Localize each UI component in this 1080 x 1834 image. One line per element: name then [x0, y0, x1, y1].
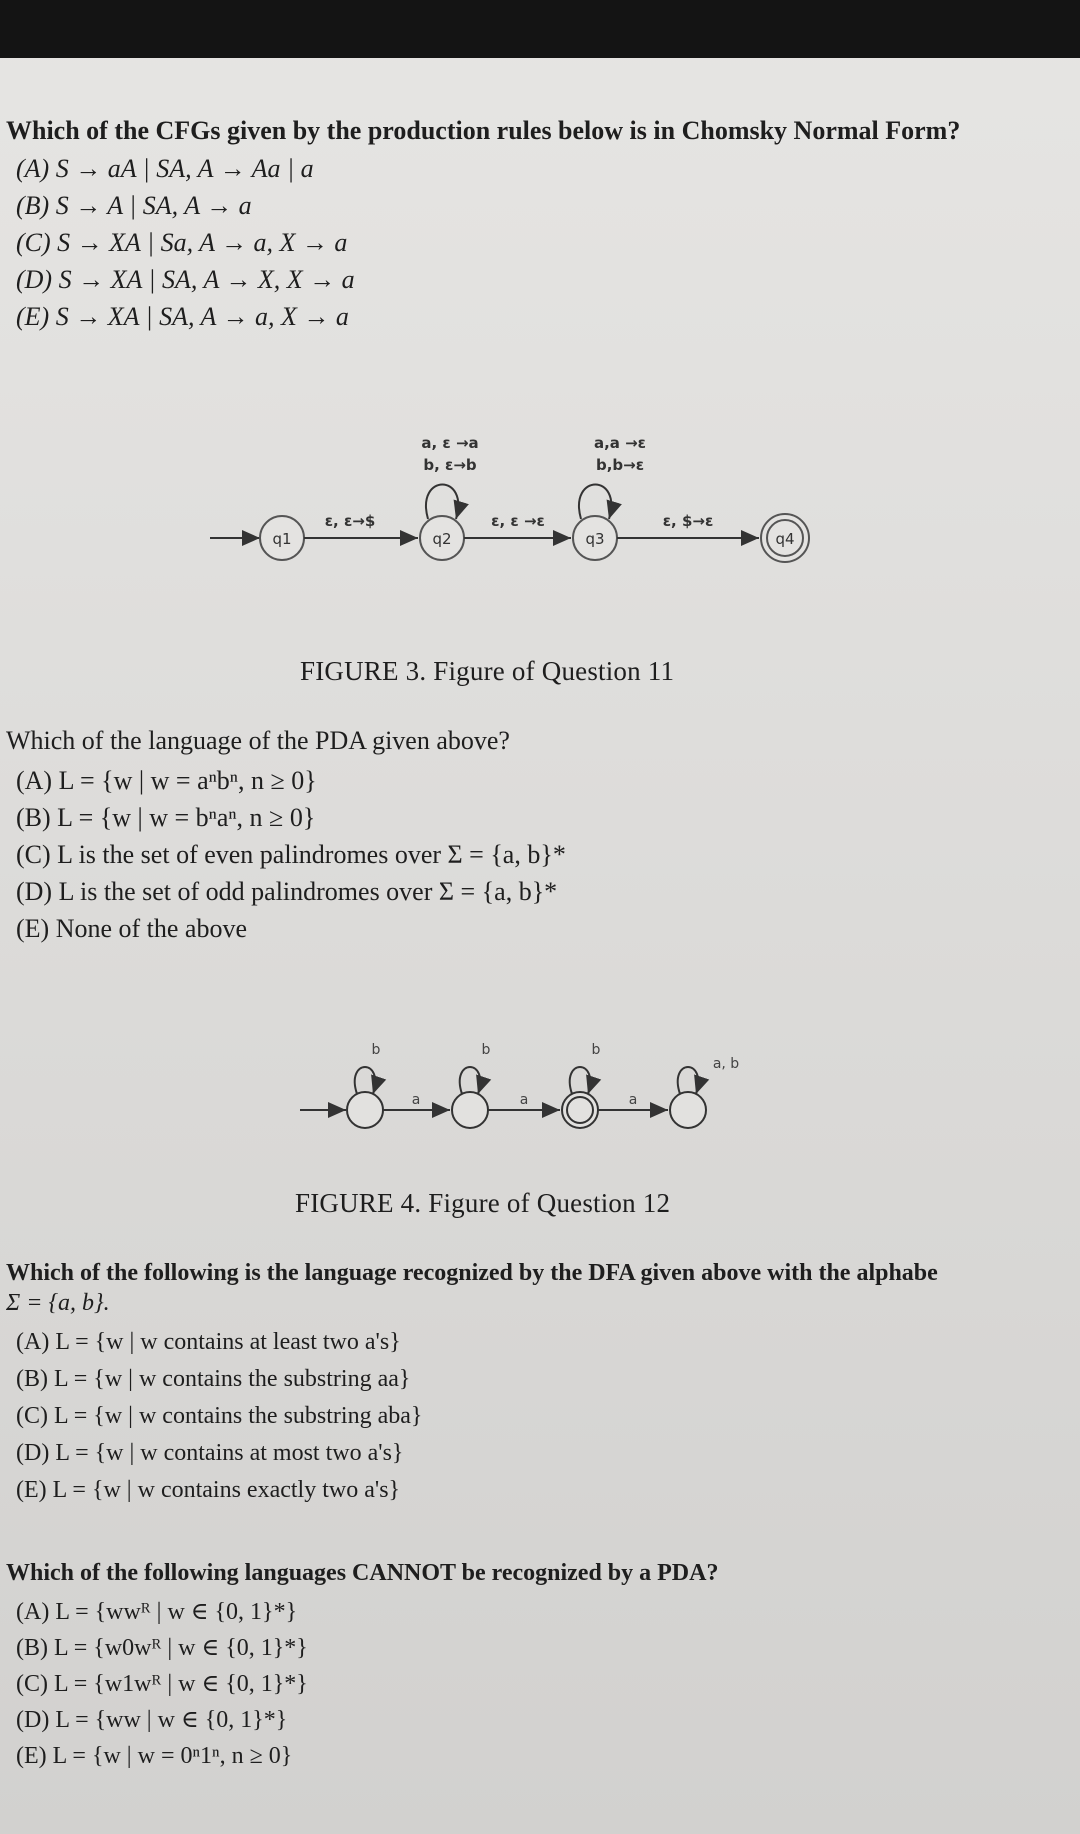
figure-4-caption: FIGURE 4. Figure of Question 12: [295, 1188, 671, 1218]
question-12-option-e: (E) L = {w | w contains exactly two a's}: [16, 1477, 401, 1503]
question-12-option-c: (C) L = {w | w contains the substring aba}: [16, 1403, 423, 1429]
dfa-loop-4: [678, 1067, 699, 1094]
figure-3-caption: FIGURE 3. Figure of Question 11: [300, 656, 675, 686]
edge-q3-q4-label: ε, $→ε: [662, 512, 714, 530]
state-q1-label: q1: [272, 530, 292, 548]
dfa-loop-3: [570, 1067, 591, 1094]
dfa-loop-3-label: b: [591, 1042, 601, 1058]
question-13: [6, 1558, 718, 1774]
question-12-stem: Which of the following is the language recognized by the DFA given above with the alphabe: [6, 1260, 938, 1286]
dfa-loop-1: [355, 1067, 376, 1094]
dfa-edge-1-2-label: a: [411, 1092, 421, 1108]
dfa-loop-1-label: b: [371, 1042, 381, 1058]
document-page: [0, 58, 1080, 1834]
loop-q3-label-1: a,a →ε: [593, 434, 647, 452]
question-11-option-e: (E) None of the above: [16, 914, 248, 943]
state-q4-label: q4: [775, 530, 795, 548]
dfa-state-2: [452, 1092, 488, 1128]
dfa-edge-2-3-label: a: [519, 1092, 529, 1108]
question-10-option-d: (D) S → XA | SA, A → X, X → a: [16, 265, 355, 294]
question-12-stem-alphabet: Σ = {a, b}.: [6, 1290, 110, 1316]
dfa-state-4: [670, 1092, 706, 1128]
question-11-option-a: (A) L = {w | w = aⁿbⁿ, n ≥ 0}: [16, 766, 317, 795]
loop-q2: [426, 485, 458, 520]
state-q2-label: q2: [432, 530, 452, 548]
question-13-option-e: (E) L = {w | w = 0ⁿ1ⁿ, n ≥ 0}: [16, 1743, 293, 1769]
question-11-stem: Which of the language of the PDA given above?: [6, 726, 510, 755]
figure-3-pda-diagram: [200, 418, 840, 598]
question-13-option-c: (C) L = {w1wᴿ | w ∈ {0, 1}*}: [16, 1671, 308, 1697]
question-11: [6, 726, 566, 947]
dfa-edge-3-4-label: a: [628, 1092, 638, 1108]
dfa-loop-2-label: b: [481, 1042, 491, 1058]
question-13-stem: Which of the following languages CANNOT be recognized by a PDA?: [6, 1560, 719, 1586]
top-dark-bar: [0, 0, 1080, 58]
question-10-stem: Which of the CFGs given by the production rules below is in Chomsky Normal Form?: [6, 116, 961, 145]
loop-q3: [579, 485, 611, 520]
question-12-option-d: (D) L = {w | w contains at most two a's}: [16, 1440, 404, 1466]
question-13-option-d: (D) L = {ww | w ∈ {0, 1}*}: [16, 1707, 288, 1733]
question-12: [6, 1258, 938, 1509]
question-13-option-b: (B) L = {w0wᴿ | w ∈ {0, 1}*}: [16, 1635, 308, 1661]
dfa-loop-2: [460, 1067, 481, 1094]
loop-q3-label-2: b,b→ε: [595, 456, 645, 474]
loop-q2-label-1: a, ε →a: [421, 434, 479, 452]
figure-4-dfa-diagram: [290, 1018, 760, 1148]
state-q3-label: q3: [585, 530, 605, 548]
question-10-option-e: (E) S → XA | SA, A → a, X → a: [16, 302, 349, 331]
loop-q2-label-2: b, ε→b: [423, 456, 477, 474]
question-10-option-c: (C) S → XA | Sa, A → a, X → a: [16, 228, 348, 257]
dfa-state-1: [347, 1092, 383, 1128]
dfa-loop-4-label: a, b: [712, 1056, 740, 1072]
question-11-option-d: (D) L is the set of odd palindromes over Σ = {a, b}*: [16, 877, 558, 906]
edge-q2-q3-label: ε, ε →ε: [491, 512, 545, 530]
question-12-option-b: (B) L = {w | w contains the substring aa}: [16, 1366, 411, 1392]
question-10-option-b: (B) S → A | SA, A → a: [16, 191, 252, 220]
question-10: [6, 116, 960, 335]
question-10-option-a: (A) S → aA | SA, A → Aa | a: [16, 154, 314, 183]
question-12-option-a: (A) L = {w | w contains at least two a's}: [16, 1329, 401, 1355]
question-11-option-b: (B) L = {w | w = bⁿaⁿ, n ≥ 0}: [16, 803, 316, 832]
edge-q1-q2-label: ε, ε→$: [324, 512, 376, 530]
question-11-option-c: (C) L is the set of even palindromes over Σ = {a, b}*: [16, 840, 566, 869]
question-13-option-a: (A) L = {wwᴿ | w ∈ {0, 1}*}: [16, 1599, 298, 1625]
